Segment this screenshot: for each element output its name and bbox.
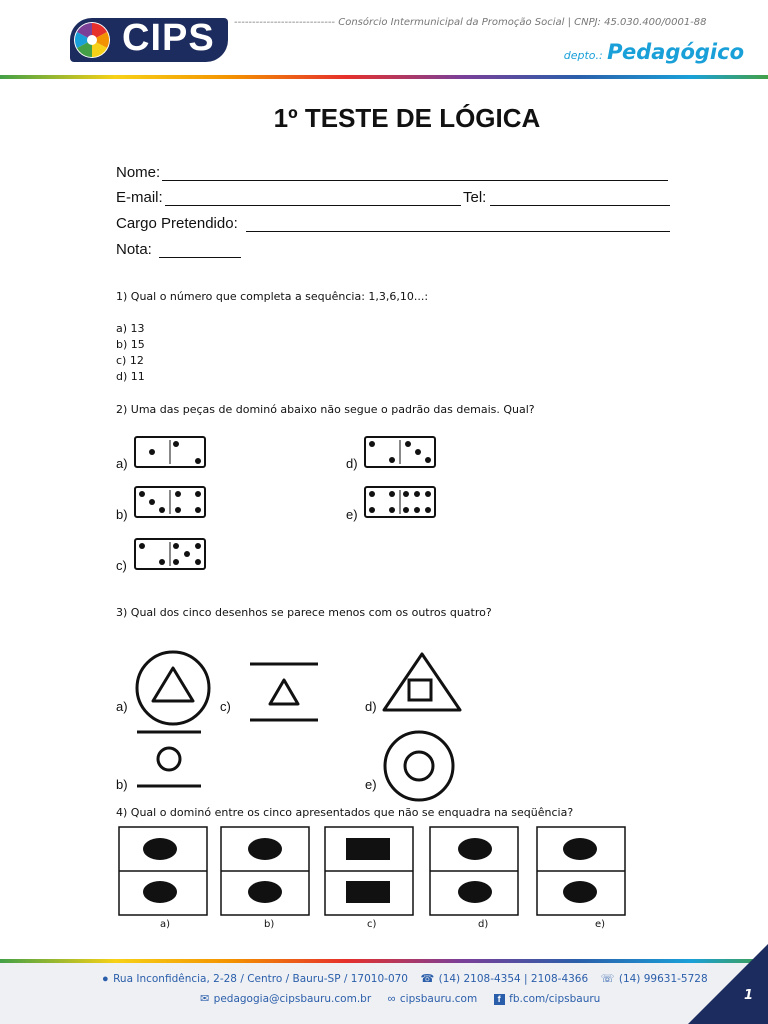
q2-domino-d[interactable] bbox=[364, 436, 436, 468]
cargo-label: Cargo Pretendido: bbox=[116, 215, 238, 232]
q3-label-c: c) bbox=[220, 699, 231, 714]
q2-domino-c[interactable] bbox=[134, 538, 206, 570]
q4-label-c: c) bbox=[367, 919, 377, 930]
tel-field[interactable] bbox=[490, 205, 670, 206]
q2-domino-e[interactable] bbox=[364, 486, 436, 518]
email-label: E-mail: bbox=[116, 189, 163, 206]
q3-figure-d-triangle-square[interactable] bbox=[380, 650, 464, 714]
q2-label-b: b) bbox=[116, 507, 128, 522]
q4-domino-e[interactable] bbox=[536, 826, 626, 916]
nome-field[interactable] bbox=[162, 180, 668, 181]
q2-domino-a[interactable] bbox=[134, 436, 206, 468]
tel-label: Tel: bbox=[463, 189, 487, 206]
q1-option-c[interactable]: c) 12 bbox=[116, 354, 144, 367]
cips-logo-icon bbox=[72, 20, 116, 60]
q3-label-b: b) bbox=[116, 777, 128, 792]
q2-label-e: e) bbox=[346, 507, 358, 522]
q2-label-a: a) bbox=[116, 456, 128, 471]
footer-line-1 bbox=[102, 969, 708, 987]
q1-option-a[interactable]: a) 13 bbox=[116, 322, 145, 335]
q4-label-b: b) bbox=[264, 919, 275, 930]
q1-option-d[interactable]: d) 11 bbox=[116, 370, 145, 383]
cargo-field[interactable] bbox=[246, 231, 670, 232]
footer-email[interactable]: pedagogia@cipsbauru.com.br bbox=[213, 993, 372, 1005]
phone-icon: ☎ bbox=[420, 973, 435, 985]
q4-label-e: e) bbox=[595, 919, 606, 930]
q3-figure-b-lines-circle[interactable] bbox=[135, 728, 203, 790]
page-corner bbox=[688, 944, 768, 1024]
footer-phones: (14) 2108-4354 | 2108-4366 bbox=[438, 973, 589, 985]
depto-line bbox=[564, 40, 744, 64]
link-icon: ∞ bbox=[387, 993, 396, 1005]
q4-label-d: d) bbox=[478, 919, 489, 930]
q4-domino-a[interactable] bbox=[118, 826, 208, 916]
footer-address: Rua Inconfidência, 2-28 / Centro / Bauru-SP / 17010-070 bbox=[113, 973, 408, 985]
logo-text: CIPS bbox=[122, 17, 215, 59]
mail-icon: ✉ bbox=[200, 993, 210, 1005]
depto-name: Pedagógico bbox=[607, 40, 744, 64]
nota-field[interactable] bbox=[159, 257, 241, 258]
email-field[interactable] bbox=[165, 205, 461, 206]
q3-figure-c-lines-triangle[interactable] bbox=[248, 660, 320, 724]
facebook-icon: f bbox=[494, 994, 505, 1005]
q3-figure-e-circle-circle[interactable] bbox=[381, 728, 457, 804]
q3-label-d: d) bbox=[365, 699, 377, 714]
footer-site[interactable]: cipsbauru.com bbox=[399, 993, 478, 1005]
q4-domino-b[interactable] bbox=[220, 826, 310, 916]
depto-prefix: depto.: bbox=[563, 49, 603, 62]
footer-facebook[interactable]: fb.com/cipsbauru bbox=[509, 993, 601, 1005]
q2-label-d: d) bbox=[346, 456, 358, 471]
nome-label: Nome: bbox=[116, 164, 161, 181]
whatsapp-icon: ☏ bbox=[600, 973, 615, 985]
header-color-stripe bbox=[0, 75, 768, 79]
page-number: 1 bbox=[744, 988, 754, 1003]
q3-figure-a-circle-triangle[interactable] bbox=[133, 648, 213, 728]
q4-label-a: a) bbox=[160, 919, 171, 930]
question-2-text: 2) Uma das peças de dominó abaixo não segue o padrão das demais. Qual? bbox=[116, 403, 535, 416]
q2-label-c: c) bbox=[116, 558, 127, 573]
page-title: 1º TESTE DE LÓGICA bbox=[273, 103, 541, 133]
nota-label: Nota: bbox=[116, 241, 152, 258]
q4-domino-d[interactable] bbox=[429, 826, 519, 916]
question-1-text: 1) Qual o número que completa a sequência: 1,3,6,10...: bbox=[116, 290, 429, 303]
q2-domino-b[interactable] bbox=[134, 486, 206, 518]
location-pin-icon: ● bbox=[102, 973, 109, 985]
q3-label-e: e) bbox=[365, 777, 377, 792]
q1-option-b[interactable]: b) 15 bbox=[116, 338, 145, 351]
question-4-text: 4) Qual o dominó entre os cinco apresentados que não se enquadra na seqüência? bbox=[116, 806, 574, 819]
question-3-text: 3) Qual dos cinco desenhos se parece menos com os outros quatro? bbox=[116, 606, 492, 619]
header bbox=[0, 0, 768, 82]
q4-domino-c[interactable] bbox=[324, 826, 414, 916]
footer-whatsapp: (14) 99631-5728 bbox=[618, 973, 708, 985]
footer-line-2 bbox=[200, 989, 600, 1007]
header-tagline: ---------------------------- Consórcio Intermunicipal da Promoção Social | CNPJ: 45.030.400/0001-88 bbox=[234, 17, 707, 28]
q3-label-a: a) bbox=[116, 699, 128, 714]
